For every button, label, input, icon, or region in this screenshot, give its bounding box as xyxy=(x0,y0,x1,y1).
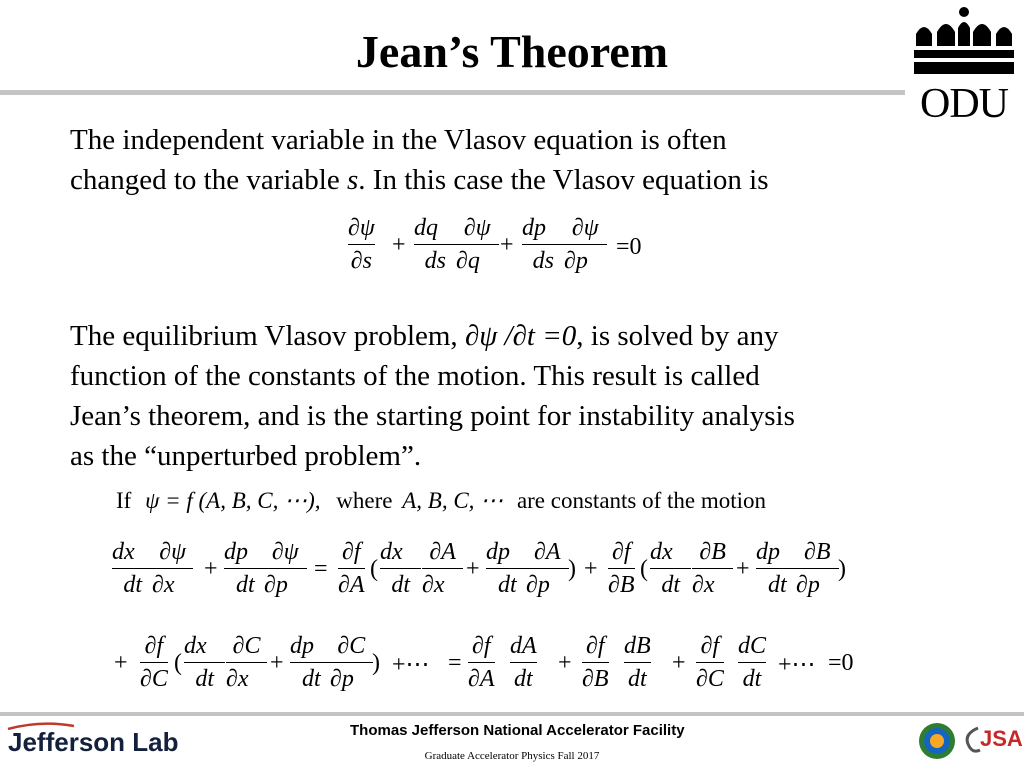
facility-name: Thomas Jefferson National Accelerator Facility xyxy=(350,722,685,739)
ellipsis: +⋯ xyxy=(392,652,430,678)
variable-s: s xyxy=(347,164,359,196)
denominator: dt xyxy=(514,666,533,692)
expansion-fraction xyxy=(290,632,333,693)
numerator: ∂ψ xyxy=(571,215,599,241)
numerator: ∂ψ xyxy=(271,539,299,565)
paragraph-intro-line1: The independent variable in the Vlasov equation is often xyxy=(70,124,727,156)
denominator: ∂B xyxy=(582,666,609,692)
numerator: dx⃗ xyxy=(380,539,422,565)
numerator: ∂f xyxy=(700,633,720,659)
expansion-row-2 xyxy=(112,632,872,712)
denominator: dt xyxy=(195,666,214,692)
numerator: dA xyxy=(510,633,537,659)
equals-sign: = xyxy=(314,556,328,582)
text-fragment: . In this case the Vlasov equation is xyxy=(358,164,769,196)
expansion-fraction xyxy=(338,538,365,599)
expansion-fraction xyxy=(264,538,307,599)
footer-divider xyxy=(0,712,1024,716)
expansion-fraction xyxy=(152,538,193,599)
plus-sign: + xyxy=(204,556,218,582)
denominator: dt xyxy=(123,572,142,598)
plus-sign: + xyxy=(558,650,572,676)
paren-open: ( xyxy=(174,650,182,676)
jsa-logo xyxy=(962,724,1023,758)
denominator: ds xyxy=(532,248,554,274)
course-name: Graduate Accelerator Physics Fall 2017 xyxy=(424,750,600,762)
numerator: dp⃗ xyxy=(224,539,267,565)
expansion-fraction xyxy=(738,632,766,693)
paragraph-intro xyxy=(70,120,950,200)
numerator: dx⃗ xyxy=(650,539,692,565)
expansion-fraction xyxy=(330,632,373,693)
inline-math: ∂ψ /∂t =0 xyxy=(464,320,577,352)
jsa-text: JSA xyxy=(980,726,1023,751)
paren-close: ) xyxy=(568,556,576,582)
where-word: where xyxy=(336,488,393,513)
numerator: dp⃗ xyxy=(756,539,799,565)
numerator: dx⃗ xyxy=(112,539,154,565)
numerator: dx⃗ xyxy=(184,633,226,659)
plus-sign: + xyxy=(500,232,514,258)
numerator: ∂A xyxy=(534,539,561,565)
expansion-fraction xyxy=(692,538,733,599)
paragraph-equilibrium-line1 xyxy=(70,316,950,356)
expansion-row-1 xyxy=(112,538,872,618)
numerator: ∂f xyxy=(144,633,164,659)
expansion-fraction xyxy=(608,538,635,599)
denominator: dt xyxy=(628,666,647,692)
equals-zero: =0 xyxy=(828,650,854,676)
eq1-fraction xyxy=(414,214,457,275)
numerator: ∂B xyxy=(804,539,831,565)
expansion-fraction xyxy=(380,538,421,599)
odu-logo xyxy=(910,4,1018,127)
plus-sign: + xyxy=(672,650,686,676)
eq1-fraction xyxy=(456,214,499,275)
paren-open: ( xyxy=(640,556,648,582)
numerator: ∂f xyxy=(586,633,605,659)
eq1-fraction xyxy=(564,214,607,275)
denominator: ∂x⃗ xyxy=(692,572,734,598)
numerator: ∂C xyxy=(337,633,366,659)
expansion-fraction xyxy=(140,632,168,693)
expansion-fraction xyxy=(226,632,267,693)
jefferson-lab-logo: Jefferson Lab xyxy=(8,727,179,757)
equals-zero: =0 xyxy=(616,234,642,260)
numerator: ∂B xyxy=(699,539,726,565)
text-fragment: , is solved by any xyxy=(576,320,779,352)
numerator: dq⃗ xyxy=(414,215,457,241)
equals-sign: = xyxy=(448,650,462,676)
denominator: ∂q⃗ xyxy=(456,248,499,274)
denominator: ∂p⃗ xyxy=(330,666,373,692)
expansion-fraction xyxy=(184,632,225,693)
expansion-fraction xyxy=(510,632,537,693)
constants-list: A, B, C, ⋯ xyxy=(402,488,504,513)
denominator: ∂p⃗ xyxy=(526,572,569,598)
paragraph-equilibrium-line2: function of the constants of the motion. This result is called xyxy=(70,360,760,392)
plus-sign: + xyxy=(392,232,406,258)
denominator: ∂s xyxy=(350,248,372,274)
denominator: ∂A xyxy=(338,572,365,598)
denominator: dt xyxy=(236,572,255,598)
expansion-fraction xyxy=(422,538,463,599)
paragraph-equilibrium xyxy=(70,316,950,476)
denominator: ∂x⃗ xyxy=(226,666,268,692)
denominator: ∂C xyxy=(696,666,724,692)
numerator: dC xyxy=(738,633,767,659)
eq1-fraction xyxy=(522,214,565,275)
plus-sign: + xyxy=(466,556,480,582)
text-fragment: The equilibrium Vlasov problem, xyxy=(70,320,465,352)
numerator: dp⃗ xyxy=(290,633,333,659)
crown-icon xyxy=(910,4,1018,78)
numerator: ∂A xyxy=(429,539,456,565)
plus-sign: + xyxy=(114,650,128,676)
denominator: dt xyxy=(661,572,680,598)
expansion-fraction xyxy=(112,538,153,599)
expansion-fraction xyxy=(526,538,569,599)
text-fragment: changed to the variable xyxy=(70,164,347,196)
denominator: ∂p⃗ xyxy=(564,248,607,274)
numerator: ∂ψ xyxy=(463,215,491,241)
numerator: ∂f xyxy=(472,633,491,659)
numerator: dp⃗ xyxy=(522,215,565,241)
plus-sign: + xyxy=(736,556,750,582)
denominator: ∂p⃗ xyxy=(796,572,839,598)
paren-open: ( xyxy=(370,556,378,582)
numerator: ∂f xyxy=(612,539,631,565)
expansion-fraction xyxy=(650,538,691,599)
numerator: ∂f xyxy=(342,539,361,565)
denominator: dt xyxy=(302,666,321,692)
paren-close: ) xyxy=(372,650,380,676)
plus-sign: + xyxy=(584,556,598,582)
expansion-fraction xyxy=(624,632,651,693)
denominator: dt xyxy=(742,666,762,692)
denominator: ∂B xyxy=(608,572,635,598)
numerator: ∂ψ xyxy=(159,539,186,565)
denominator: ds xyxy=(424,248,446,274)
numerator: ∂ψ xyxy=(348,215,375,241)
vlasov-equation-s xyxy=(340,214,660,294)
constants-tail: are constants of the motion xyxy=(516,488,767,513)
expansion-fraction xyxy=(486,538,529,599)
denominator: ∂x⃗ xyxy=(152,572,194,598)
expansion-fraction xyxy=(468,632,495,693)
denominator: ∂x⃗ xyxy=(422,572,464,598)
eq1-fraction xyxy=(348,214,375,275)
psi-function: ψ = f (A, B, C, ⋯), xyxy=(145,488,321,513)
expansion-fraction xyxy=(796,538,839,599)
if-word: If xyxy=(116,488,132,513)
expansion-fraction xyxy=(756,538,799,599)
denominator: dt xyxy=(768,572,787,598)
slide-title: Jean’s Theorem xyxy=(355,26,669,77)
plus-sign: + xyxy=(270,650,284,676)
paragraph-equilibrium-line4: as the “unperturbed problem”. xyxy=(70,440,422,472)
denominator: ∂C xyxy=(140,666,168,692)
paren-close: ) xyxy=(838,556,846,582)
odu-logo-text: ODU xyxy=(920,81,1008,127)
denominator: ∂p⃗ xyxy=(264,572,307,598)
denominator: ∂A xyxy=(468,666,495,692)
denominator: dt xyxy=(391,572,410,598)
numerator: ∂C xyxy=(232,633,261,659)
jeans-condition xyxy=(116,486,766,516)
paragraph-equilibrium-line3: Jean’s theorem, and is the starting point for instability analysis xyxy=(70,400,795,432)
denominator: dt xyxy=(498,572,517,598)
numerator: dB xyxy=(624,633,651,659)
expansion-fraction xyxy=(224,538,267,599)
numerator: dp⃗ xyxy=(486,539,529,565)
jsa-swirl-icon xyxy=(962,724,982,758)
ellipsis: +⋯ xyxy=(778,652,816,678)
paragraph-intro-line2 xyxy=(70,160,950,200)
expansion-fraction xyxy=(582,632,609,693)
expansion-fraction xyxy=(696,632,724,693)
title-divider xyxy=(0,90,905,95)
doe-seal-icon xyxy=(917,721,957,761)
